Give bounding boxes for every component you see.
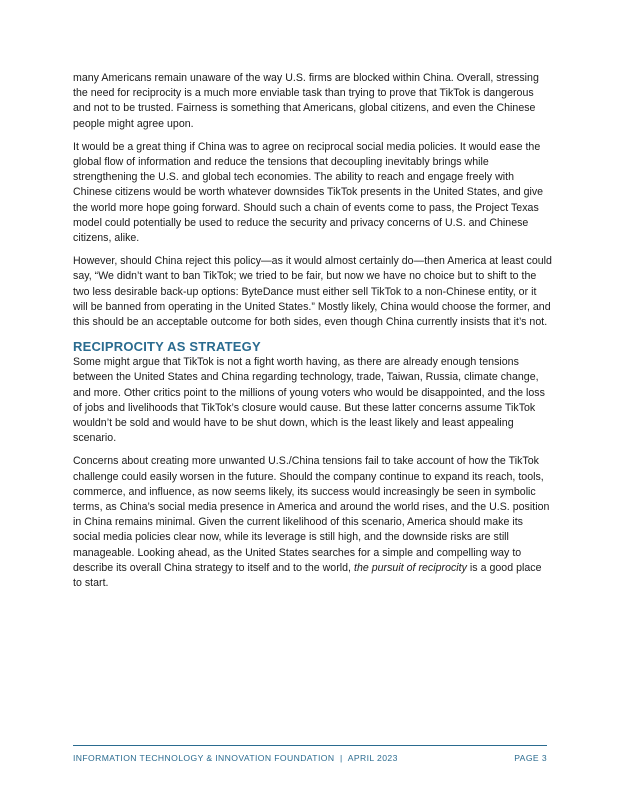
paragraph-5-main: Concerns about creating more unwanted U.S./China tensions fail to take account of how the TikTok challenge could easily worsen in the future. Should the company continue to expand its reach, tools, commerce, and influence, as now seems likely, its success would increasingly be seen in symbolic terms, as China’s social media presence in America and around the world rises, and the U.S. position in China remains minimal. Given the current likelihood of this scenario, America should make its social media policies clear now, while its leverage is still high, and the downside risks are still manageable. Looking ahead, as the United States searches for a simple and compelling way to describe its overall China strategy to itself and to the world,	[73, 455, 550, 574]
paragraph-5-end: is a good place to start.	[73, 561, 542, 590]
document-body	[73, 71, 553, 599]
section-heading: RECIPROCITY AS STRATEGY	[73, 339, 261, 355]
paragraph-1: many Americans remain unaware of the way U.S. firms are blocked within China. Overall, stressing the need for reciprocity is a much more enviable task than trying to prove that TikTok is dangerous and not to be trusted. Fairness is something that Americans, global citizens, and even the Chinese people might agree upon.	[73, 72, 539, 130]
paragraph-2: It would be a great thing if China was to agree on reciprocal social media policies. It would ease the global flow of information and reduce the tensions that decoupling inevitably brings while strengthening the U.S. and global tech economies. The ability to reach and engage freely with Chinese citizens would be worth whatever downsides TikTok presents in the United States, and give the world more hope going forward. Should such a chain of events come to pass, the Project Texas model could potentially be used to reduce the security and privacy concerns of U.S. and Chinese citizens, alike.	[73, 140, 544, 245]
paragraph-3: However, should China reject this policy—as it would almost certainly do—then America at least could say, “We didn’t want to ban TikTok; we tried to be fair, but now we have no choice but to shift to the two less desirable back-up options: ByteDance must either sell TikTok to a non-Chinese entity, or it will be banned from operating in the United States.” Mostly likely, China would choose the former, and this should be an acceptable outcome for both sides, even though China currently insists that it’s not.	[73, 255, 552, 329]
paragraph-4: Some might argue that TikTok is not a fight worth having, as there are already enough tensions between the United States and China regarding technology, trade, Taiwan, Russia, climate change, and more. Other critics point to the millions of young voters who would be disappointed, and the loss of jobs and livelihoods that TikTok’s closure would cause. But these latter concerns assume TikTok wouldn’t be sold and would have to be shut down, which is the least likely and least appealing scenario.	[73, 356, 545, 445]
page-number: PAGE 3	[514, 753, 547, 763]
footer-publisher: INFORMATION TECHNOLOGY & INNOVATION FOUNDATION | APRIL 2023	[73, 753, 398, 763]
paragraph-5	[73, 454, 553, 591]
page-footer	[73, 745, 547, 763]
paragraph-5-emphasis: the pursuit of reciprocity	[353, 561, 467, 574]
